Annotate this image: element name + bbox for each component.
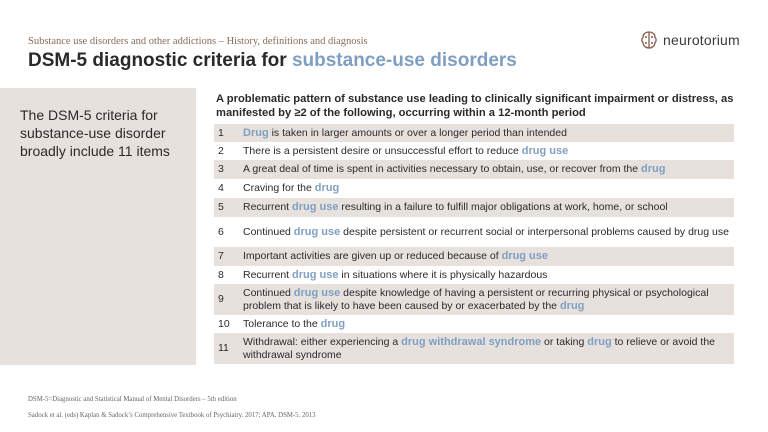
title-main: DSM-5 diagnostic criteria for [28, 50, 292, 71]
criterion-text [243, 182, 730, 195]
criterion-number: 6 [218, 225, 224, 238]
footnote-reference: Sadock et al. (eds) Kaplan & Sadock’s Comprehensive Textbook of Psychiatry. 2017; APA. DSM-5. 2013 [28, 412, 316, 419]
criterion-number: 7 [218, 250, 224, 262]
sidebar-panel [0, 88, 196, 365]
criterion-text-part: A great deal of time is spent in activities necessary to obtain, use, or recover from the [243, 163, 642, 175]
highlighted-term: drug use [292, 201, 339, 213]
criterion-number: 10 [218, 317, 230, 330]
sidebar-summary: The DSM-5 criteria for substance-use disorder broadly include 11 items [20, 107, 170, 159]
criterion-text-part: despite persistent or recurrent social or interpersonal problems caused by drug use [340, 225, 729, 238]
highlighted-term: drug withdrawal syndrome [401, 335, 542, 348]
highlighted-term: drug [587, 335, 612, 348]
highlighted-term: drug [641, 163, 666, 175]
criterion-number: 5 [218, 201, 224, 213]
criterion-row [214, 179, 734, 198]
criterion-row [214, 247, 734, 266]
highlighted-term: drug [559, 299, 585, 312]
highlighted-term: drug use [293, 225, 341, 238]
criterion-text-part: Continued [243, 286, 294, 299]
criterion-text-part: Craving for the [243, 182, 315, 194]
criterion-text-part: is taken in larger amounts or over a longer period than intended [268, 126, 567, 139]
footnote-abbreviation: DSM-5=Diagnostic and Statistical Manual of Mental Disorders – 5th edition [28, 396, 237, 403]
breadcrumb: Substance use disorders and other addictions – History, definitions and diagnosis [28, 36, 368, 47]
criterion-text-part: There is a persistent desire or unsuccessful effort to reduce [243, 144, 522, 157]
logo [640, 30, 740, 50]
criteria-intro: A problematic pattern of substance use leading to clinically significant impairment or distress, as manifested by ≥2 of the following, occurring within a 12-month period [216, 93, 734, 119]
criterion-number: 9 [218, 293, 224, 305]
highlighted-term: Drug [243, 126, 269, 139]
criterion-text [243, 127, 730, 140]
criteria-list [214, 124, 734, 364]
criterion-number: 1 [218, 126, 224, 139]
criterion-text-part: or taking [541, 335, 588, 348]
criterion-text-part: Important activities are given up or reduced because of [243, 250, 502, 262]
criterion-text-part: to relieve or avoid the withdrawal syndrome [243, 335, 716, 361]
criterion-row [214, 142, 734, 160]
criterion-text-part: in situations where it is physically hazardous [338, 268, 548, 281]
highlighted-term: drug use [521, 144, 569, 157]
criterion-number: 3 [218, 163, 224, 175]
page-title [28, 50, 517, 72]
criterion-text [243, 163, 730, 176]
logo-text: neurotorium [663, 32, 740, 48]
criterion-text-part: Continued [243, 225, 294, 238]
criterion-row [214, 160, 734, 179]
criterion-text-part: Recurrent [243, 268, 293, 281]
criterion-row [214, 315, 734, 333]
criterion-number: 4 [218, 182, 224, 194]
criterion-text-part: resulting in a failure to fulfill major obligations at work, home, or school [338, 201, 668, 213]
criterion-text-part: despite knowledge of having a persistent or recurring physical or psychological problem that is likely to have been caused by or exacerbated by the [243, 286, 709, 312]
criterion-row [214, 198, 734, 217]
highlighted-term: drug use [292, 268, 339, 281]
criterion-number: 11 [218, 342, 229, 354]
criterion-text [243, 145, 730, 158]
criterion-row [214, 124, 734, 142]
highlighted-term: drug [314, 182, 340, 194]
criterion-text [243, 287, 730, 313]
highlighted-term: drug use [501, 250, 549, 262]
criterion-text [243, 269, 730, 282]
criterion-text [243, 318, 730, 331]
criterion-number: 2 [218, 144, 224, 157]
brain-logo-icon [640, 30, 658, 50]
criterion-text [243, 226, 730, 239]
criterion-row [214, 217, 734, 247]
highlighted-term: drug [320, 317, 346, 330]
criterion-row [214, 284, 734, 315]
criterion-row [214, 333, 734, 364]
criterion-text [243, 250, 730, 263]
criterion-text-part: Withdrawal: either experiencing a [243, 335, 402, 348]
criterion-row [214, 266, 734, 284]
criterion-number: 8 [218, 268, 224, 281]
criterion-text-part: Recurrent [243, 201, 293, 213]
criterion-text [243, 336, 730, 362]
title-accent: substance-use disorders [291, 50, 517, 71]
highlighted-term: drug use [293, 286, 341, 299]
criterion-text-part: Tolerance to the [243, 317, 321, 330]
criterion-text [243, 201, 730, 214]
